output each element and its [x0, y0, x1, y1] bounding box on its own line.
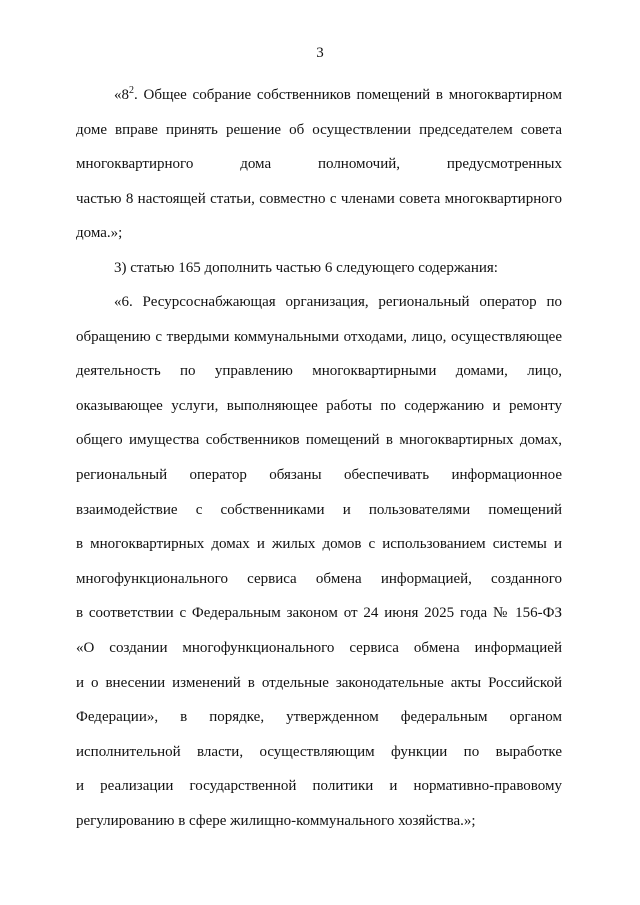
paragraph-item-3: [76, 251, 562, 286]
paragraph-line: регулированию в сфере жилищно-коммунального хозяйства.»;: [76, 812, 476, 829]
page-number: 3: [316, 45, 324, 61]
paragraph-line: доме вправе принять решение об осуществлении председателем совета: [76, 121, 562, 138]
paragraph-line: [76, 78, 562, 113]
paragraph-line: многофункционального сервиса обмена информацией, созданного: [76, 570, 562, 587]
line-text: «8: [114, 87, 129, 103]
paragraph-line: Федерации», в порядке, утвержденном федеральным органом: [76, 709, 562, 726]
paragraph-part-6: [76, 285, 562, 839]
paragraph-line: деятельность по управлению многоквартирными домами, лицо,: [76, 363, 562, 380]
paragraph-line: оказывающее услуги, выполняющее работы по содержанию и ремонту: [76, 397, 562, 414]
paragraph-line: 3) статью 165 дополнить частью 6 следующего содержания:: [114, 260, 498, 276]
paragraph-line: дома.»;: [76, 225, 123, 242]
paragraph-line: «О создании многофункционального сервиса обмена информацией: [76, 639, 562, 656]
paragraph-line: и о внесении изменений в отдельные законодательные акты Российской: [76, 674, 562, 691]
paragraph-8-2: [76, 78, 562, 251]
paragraph-line: исполнительной власти, осуществляющим функции по выработке: [76, 743, 562, 760]
paragraph-line: «6. Ресурсоснабжающая организация, региональный оператор по: [114, 294, 562, 310]
line-text: . Общее собрание собственников помещений в многоквартирном: [134, 87, 562, 103]
paragraph-line: и реализации государственной политики и нормативно-правовому: [76, 778, 562, 795]
paragraph-line: общего имущества собственников помещений в многоквартирных домах,: [76, 432, 562, 449]
superscript: 2: [129, 85, 134, 96]
paragraph-line: частью 8 настоящей статьи, совместно с членами совета многоквартирного: [76, 190, 562, 207]
paragraph-line: в соответствии с Федеральным законом от 24 июня 2025 года № 156-ФЗ: [76, 605, 562, 622]
paragraph-line: региональный оператор обязаны обеспечивать информационное: [76, 466, 562, 483]
paragraph-line: в многоквартирных домах и жилых домов с использованием системы и: [76, 536, 562, 553]
paragraph-line: взаимодействие с собственниками и пользователями помещений: [76, 501, 562, 518]
paragraph-line: многоквартирного дома полномочий, предусмотренных: [76, 156, 562, 173]
paragraph-line: обращению с твердыми коммунальными отходами, лицо, осуществляющее: [76, 328, 562, 345]
